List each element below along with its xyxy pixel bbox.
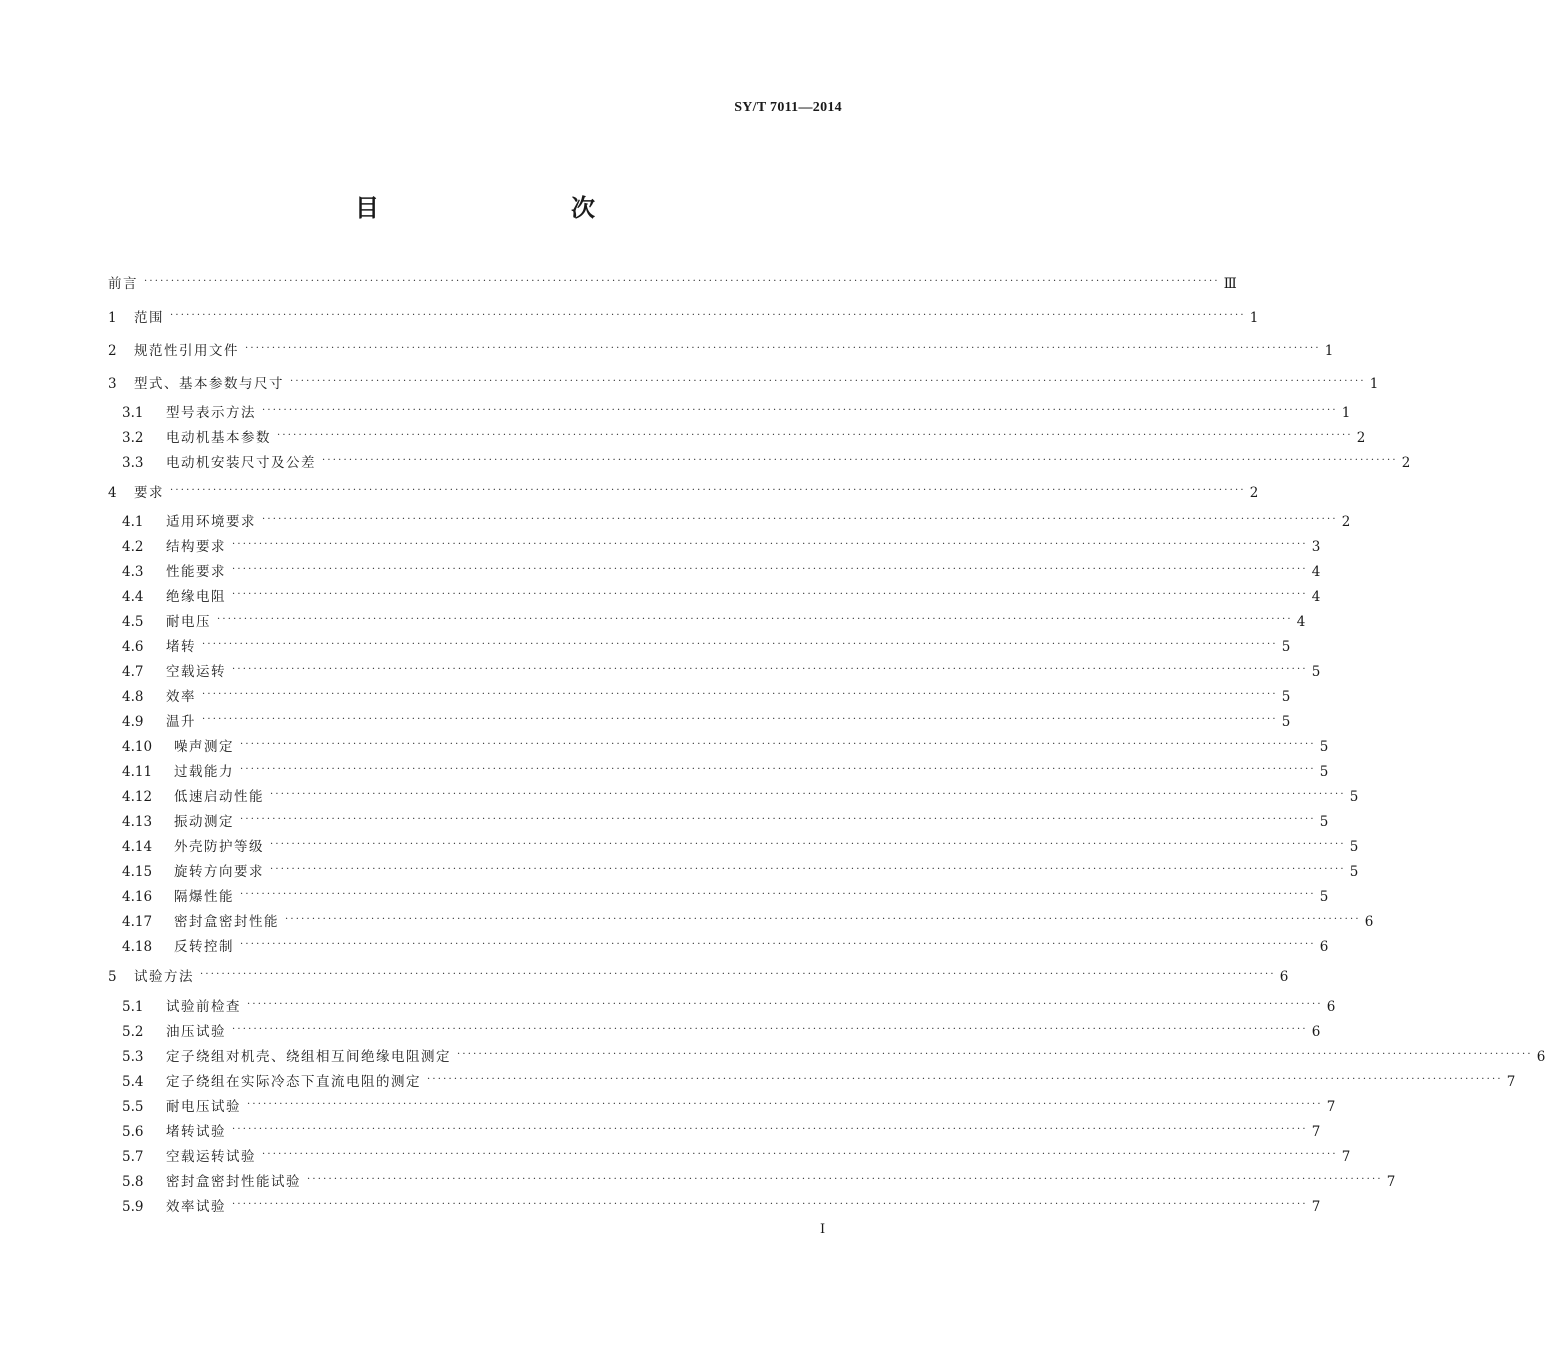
toc-entry-label: 耐电压试验 xyxy=(166,1099,241,1115)
toc-entry[interactable] xyxy=(122,428,1366,448)
toc-entry-number: 4.17 xyxy=(122,914,153,930)
toc-entry-number: 4.16 xyxy=(122,889,153,905)
toc-entry[interactable] xyxy=(122,1097,1336,1117)
toc-entry-page: 3 xyxy=(1311,539,1321,555)
toc-dot-leader: ········································································································································································································ xyxy=(247,999,1323,1010)
toc-entry-label: 空载运转 xyxy=(166,664,226,680)
toc-entry-page: 6 xyxy=(1311,1024,1321,1040)
toc-entry[interactable] xyxy=(108,341,1334,361)
toc-entry-page: 1 xyxy=(1369,376,1379,392)
toc-entry-label: 旋转方向要求 xyxy=(174,864,264,880)
toc-entry[interactable] xyxy=(122,1072,1516,1092)
toc-entry-number: 4.5 xyxy=(122,614,144,630)
toc-entry-label: 油压试验 xyxy=(166,1024,226,1040)
toc-entry-label: 效率试验 xyxy=(166,1199,226,1215)
toc-dot-leader: ········································································································································································································ xyxy=(170,485,1246,496)
toc-entry-number: 4.11 xyxy=(122,764,153,780)
toc-entry-label: 适用环境要求 xyxy=(166,514,256,530)
toc-entry-number: 4.7 xyxy=(122,664,144,680)
toc-entry[interactable] xyxy=(122,997,1336,1017)
toc-entry-page: 5 xyxy=(1319,764,1329,780)
toc-entry-page: 7 xyxy=(1311,1124,1321,1140)
toc-entry-number: 5.5 xyxy=(122,1099,144,1115)
toc-dot-leader: ········································································································································································································ xyxy=(240,939,1316,950)
toc-entry-number: 5.4 xyxy=(122,1074,144,1090)
toc-entry[interactable] xyxy=(122,937,1329,957)
toc-entry[interactable] xyxy=(122,812,1329,832)
toc-dot-leader: ········································································································································································································ xyxy=(240,764,1316,775)
toc-entry-page: 5 xyxy=(1311,664,1321,680)
toc-dot-leader: ········································································································································································································ xyxy=(240,889,1316,900)
toc-entry-number: 4.6 xyxy=(122,639,144,655)
toc-entry-label: 前言 xyxy=(108,276,138,292)
toc-entry[interactable] xyxy=(108,274,1237,294)
toc-entry-page: 5 xyxy=(1281,689,1291,705)
toc-dot-leader: ········································································································································································································ xyxy=(232,1199,1308,1210)
toc-dot-leader: ········································································································································································································ xyxy=(307,1174,1383,1185)
toc-entry[interactable] xyxy=(122,837,1359,857)
toc-entry-number: 5.1 xyxy=(122,999,144,1015)
toc-entry[interactable] xyxy=(122,537,1321,557)
toc-entry-number: 5 xyxy=(108,969,117,985)
toc-entry[interactable] xyxy=(122,1147,1351,1167)
toc-entry-number: 4.9 xyxy=(122,714,144,730)
toc-entry[interactable] xyxy=(122,787,1359,807)
toc-dot-leader: ········································································································································································································ xyxy=(262,514,1338,525)
toc-entry-page: 4 xyxy=(1311,589,1321,605)
toc-entry[interactable] xyxy=(122,887,1329,907)
toc-entry[interactable] xyxy=(108,374,1379,394)
toc-entry-page: 5 xyxy=(1349,789,1359,805)
toc-dot-leader: ········································································································································································································ xyxy=(202,639,1278,650)
toc-entry[interactable] xyxy=(122,662,1321,682)
toc-dot-leader: ········································································································································································································ xyxy=(232,1124,1308,1135)
toc-entry[interactable] xyxy=(122,912,1374,932)
toc-entry-number: 4.12 xyxy=(122,789,153,805)
toc-dot-leader: ········································································································································································································ xyxy=(270,789,1346,800)
toc-entry-page: 2 xyxy=(1341,514,1351,530)
toc-entry[interactable] xyxy=(122,762,1329,782)
toc-entry-page: 5 xyxy=(1319,814,1329,830)
toc-entry[interactable] xyxy=(108,308,1259,328)
toc-entry-number: 4.2 xyxy=(122,539,144,555)
toc-dot-leader: ········································································································································································································ xyxy=(200,969,1276,980)
toc-entry[interactable] xyxy=(122,862,1359,882)
toc-entry-label: 隔爆性能 xyxy=(174,889,234,905)
page-title: 目 次 xyxy=(355,194,643,222)
toc-entry-page: 6 xyxy=(1319,939,1329,955)
toc-entry-page: 7 xyxy=(1386,1174,1396,1190)
toc-dot-leader: ········································································································································································································ xyxy=(232,1024,1308,1035)
toc-entry-label: 反转控制 xyxy=(174,939,234,955)
toc-dot-leader: ········································································································································································································ xyxy=(202,689,1278,700)
toc-entry[interactable] xyxy=(122,587,1321,607)
toc-entry-label: 堵转试验 xyxy=(166,1124,226,1140)
toc-entry-label: 密封盒密封性能试验 xyxy=(166,1174,301,1190)
toc-entry[interactable] xyxy=(122,1197,1321,1217)
toc-entry-label: 耐电压 xyxy=(166,614,211,630)
toc-dot-leader: ········································································································································································································ xyxy=(277,430,1353,441)
toc-dot-leader: ········································································································································································································ xyxy=(322,455,1398,466)
toc-dot-leader: ········································································································································································································ xyxy=(285,914,1361,925)
toc-entry-label: 密封盒密封性能 xyxy=(174,914,279,930)
toc-entry-page: 5 xyxy=(1319,889,1329,905)
toc-entry-page: 5 xyxy=(1281,639,1291,655)
toc-entry-page: 2 xyxy=(1401,455,1411,471)
toc-entry-label: 性能要求 xyxy=(166,564,226,580)
toc-entry-page: 2 xyxy=(1356,430,1366,446)
toc-entry-label: 结构要求 xyxy=(166,539,226,555)
toc-entry-label: 外壳防护等级 xyxy=(174,839,264,855)
toc-dot-leader: ········································································································································································································ xyxy=(232,664,1308,675)
toc-entry-number: 4.8 xyxy=(122,689,144,705)
toc-entry[interactable] xyxy=(122,403,1351,423)
toc-dot-leader: ········································································································································································································ xyxy=(290,376,1366,387)
standard-code: SY/T 7011—2014 xyxy=(734,100,842,115)
toc-entry-label: 电动机安装尺寸及公差 xyxy=(166,455,316,471)
toc-dot-leader: ········································································································································································································ xyxy=(457,1049,1533,1060)
toc-entry[interactable] xyxy=(122,1047,1545,1067)
toc-dot-leader: ········································································································································································································ xyxy=(270,839,1346,850)
toc-entry[interactable] xyxy=(122,453,1411,473)
toc-dot-leader: ········································································································································································································ xyxy=(247,1099,1323,1110)
toc-entry-page: 6 xyxy=(1364,914,1374,930)
toc-dot-leader: ········································································································································································································ xyxy=(427,1074,1503,1085)
toc-dot-leader: ········································································································································································································ xyxy=(240,739,1316,750)
toc-entry-number: 5.2 xyxy=(122,1024,144,1040)
toc-dot-leader: ········································································································································································································ xyxy=(262,405,1338,416)
toc-entry-label: 噪声测定 xyxy=(174,739,234,755)
toc-entry-page: 5 xyxy=(1349,839,1359,855)
toc-entry-label: 堵转 xyxy=(166,639,196,655)
toc-dot-leader: ········································································································································································································ xyxy=(270,864,1346,875)
toc-entry-number: 4.13 xyxy=(122,814,153,830)
toc-entry-page: 1 xyxy=(1249,310,1259,326)
toc-entry[interactable] xyxy=(122,1122,1321,1142)
toc-entry-number: 4.18 xyxy=(122,939,153,955)
toc-entry-label: 温升 xyxy=(166,714,196,730)
toc-entry-number: 5.3 xyxy=(122,1049,144,1065)
toc-dot-leader: ········································································································································································································ xyxy=(217,614,1293,625)
toc-entry-number: 4.15 xyxy=(122,864,153,880)
toc-entry-label: 定子绕组对机壳、绕组相互间绝缘电阻测定 xyxy=(166,1049,451,1065)
toc-entry-number: 3.1 xyxy=(122,405,144,421)
toc-entry-label: 电动机基本参数 xyxy=(166,430,271,446)
toc-entry-page: 6 xyxy=(1536,1049,1545,1065)
toc-entry-page: 6 xyxy=(1279,969,1289,985)
toc-entry-number: 5.8 xyxy=(122,1174,144,1190)
toc-entry-page: 1 xyxy=(1341,405,1351,421)
toc-entry-page: 6 xyxy=(1326,999,1336,1015)
toc-entry-page: 2 xyxy=(1249,485,1259,501)
toc-entry[interactable] xyxy=(122,637,1291,657)
toc-entry-page: 7 xyxy=(1326,1099,1336,1115)
toc-entry-label: 型式、基本参数与尺寸 xyxy=(134,376,284,392)
toc-entry-number: 2 xyxy=(108,343,117,359)
toc-entry-page: 7 xyxy=(1311,1199,1321,1215)
toc-dot-leader: ········································································································································································································ xyxy=(262,1149,1338,1160)
toc-entry-label: 过载能力 xyxy=(174,764,234,780)
toc-entry-page: 4 xyxy=(1296,614,1306,630)
toc-entry-page: 4 xyxy=(1311,564,1321,580)
toc-entry[interactable] xyxy=(122,687,1291,707)
toc-entry-page: 5 xyxy=(1281,714,1291,730)
toc-entry-number: 5.6 xyxy=(122,1124,144,1140)
toc-entry-number: 5.7 xyxy=(122,1149,144,1165)
toc-dot-leader: ········································································································································································································ xyxy=(240,814,1316,825)
toc-entry[interactable] xyxy=(108,483,1259,503)
toc-entry[interactable] xyxy=(108,967,1289,987)
page-number: Ⅰ xyxy=(820,1222,826,1237)
toc-entry[interactable] xyxy=(122,737,1329,757)
toc-entry-number: 4.4 xyxy=(122,589,144,605)
toc-entry-page: 7 xyxy=(1341,1149,1351,1165)
toc-entry-label: 空载运转试验 xyxy=(166,1149,256,1165)
toc-entry-page: Ⅲ xyxy=(1223,276,1237,292)
toc-entry-label: 绝缘电阻 xyxy=(166,589,226,605)
toc-entry-label: 试验方法 xyxy=(134,969,194,985)
toc-entry-label: 振动测定 xyxy=(174,814,234,830)
toc-dot-leader: ········································································································································································································ xyxy=(232,589,1308,600)
toc-entry-number: 5.9 xyxy=(122,1199,144,1215)
toc-entry[interactable] xyxy=(122,512,1351,532)
toc-entry-number: 1 xyxy=(108,310,117,326)
toc-entry[interactable] xyxy=(122,562,1321,582)
toc-entry-label: 效率 xyxy=(166,689,196,705)
toc-dot-leader: ········································································································································································································ xyxy=(245,343,1321,354)
toc-entry-number: 4.14 xyxy=(122,839,153,855)
toc-entry-number: 4.1 xyxy=(122,514,144,530)
toc-entry-number: 3.2 xyxy=(122,430,144,446)
toc-dot-leader: ········································································································································································································ xyxy=(232,564,1308,575)
toc-entry-label: 要求 xyxy=(134,485,164,501)
toc-dot-leader: ········································································································································································································ xyxy=(202,714,1278,725)
toc-entry-number: 4.3 xyxy=(122,564,144,580)
toc-entry-label: 试验前检查 xyxy=(166,999,241,1015)
toc-entry-number: 4 xyxy=(108,485,117,501)
toc-entry-label: 范围 xyxy=(134,310,164,326)
toc-entry-number: 3.3 xyxy=(122,455,144,471)
toc-entry-number: 4.10 xyxy=(122,739,153,755)
toc-entry[interactable] xyxy=(122,712,1291,732)
toc-entry[interactable] xyxy=(122,1172,1396,1192)
toc-entry-label: 规范性引用文件 xyxy=(134,343,239,359)
toc-entry-page: 5 xyxy=(1319,739,1329,755)
toc-dot-leader: ········································································································································································································ xyxy=(144,276,1220,287)
toc-entry-page: 5 xyxy=(1349,864,1359,880)
toc-entry[interactable] xyxy=(122,1022,1321,1042)
toc-entry-page: 7 xyxy=(1506,1074,1516,1090)
toc-dot-leader: ········································································································································································································ xyxy=(170,310,1246,321)
toc-entry-number: 3 xyxy=(108,376,117,392)
toc-entry-label: 型号表示方法 xyxy=(166,405,256,421)
toc-entry[interactable] xyxy=(122,612,1306,632)
toc-entry-label: 低速启动性能 xyxy=(174,789,264,805)
toc-entry-label: 定子绕组在实际冷态下直流电阻的测定 xyxy=(166,1074,421,1090)
toc-entry-page: 1 xyxy=(1324,343,1334,359)
toc-dot-leader: ········································································································································································································ xyxy=(232,539,1308,550)
